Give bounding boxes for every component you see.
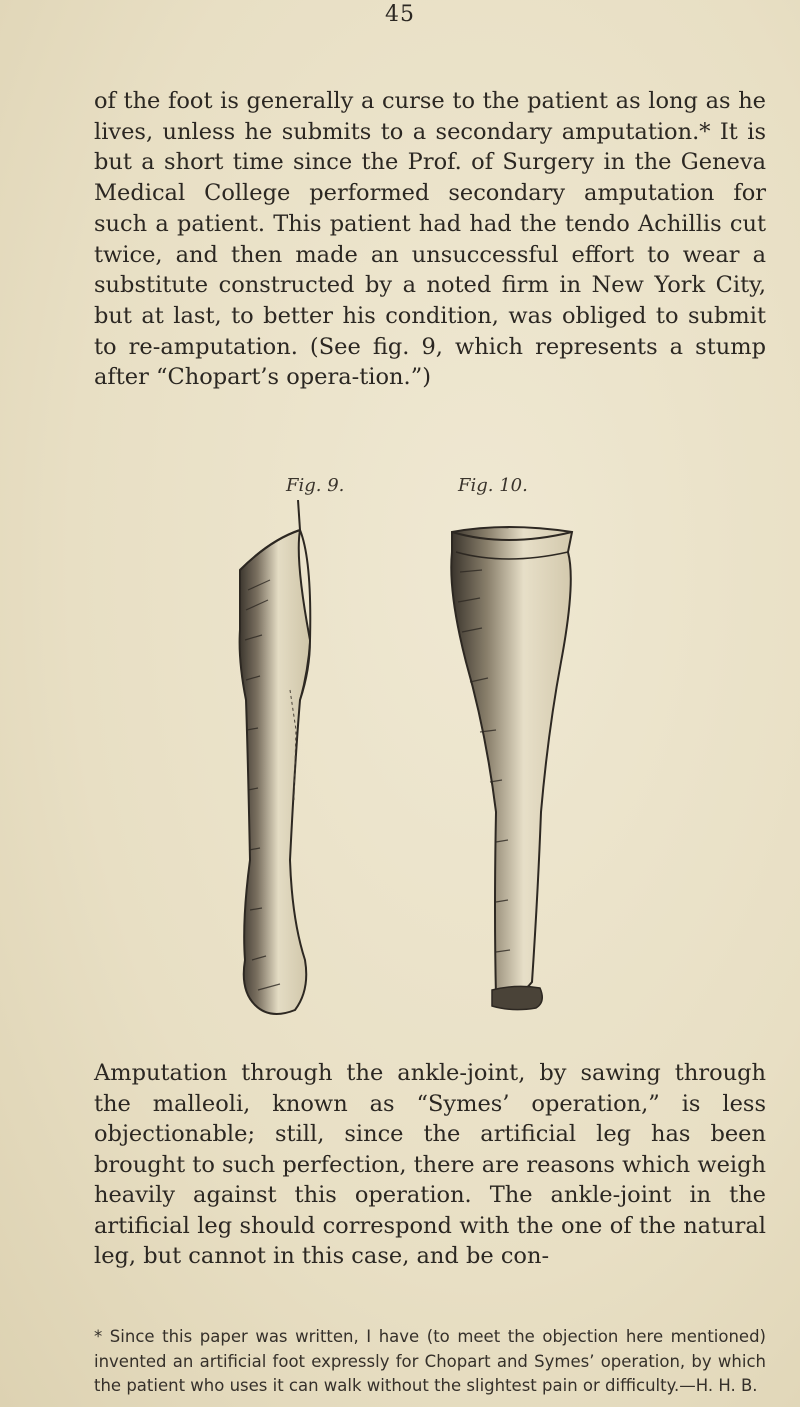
figure-9-stump-illustration	[200, 500, 380, 1020]
figure-10-leg-illustration	[436, 512, 584, 1012]
figure-9-label: Fig. 9.	[286, 475, 345, 496]
page-number: 45	[385, 2, 415, 27]
paragraph-continuation: of the foot is generally a curse to the patient as long as he lives, unless he submits to a secondary amputation.* It is but a short time since the Prof. of Surgery in the Geneva Medical College performed secondary amputation for such a patient. This patient had had the tendo Achillis cut twice, and then made an unsuccessful effort to wear a substitute constructed by a noted firm in New York City, but at last, to better his condition, was obliged to submit to re-amputation. (See fig. 9, which represents a stump after “Chopart’s opera-tion.”)	[94, 88, 766, 391]
figure-10-label: Fig. 10.	[458, 475, 528, 496]
paragraph-symes-operation: Amputation through the ankle-joint, by sawing through the malleoli, known as “Symes’ operation,” is less objectionable; still, since the artificial leg has been brought to such perfection, there are reasons which weigh heavily against this operation. The ankle-joint in the artificial leg should correspond with the one of the natural leg, but cannot in this case, and be con-	[94, 1060, 766, 1269]
footnote: * Since this paper was written, I have (to meet the objection here mentioned) invented an artificial foot expressly for Chopart and Symes’ operation, by which the patient who uses it can walk without the slightest pain or difficulty.—H. H. B.	[94, 1327, 766, 1395]
